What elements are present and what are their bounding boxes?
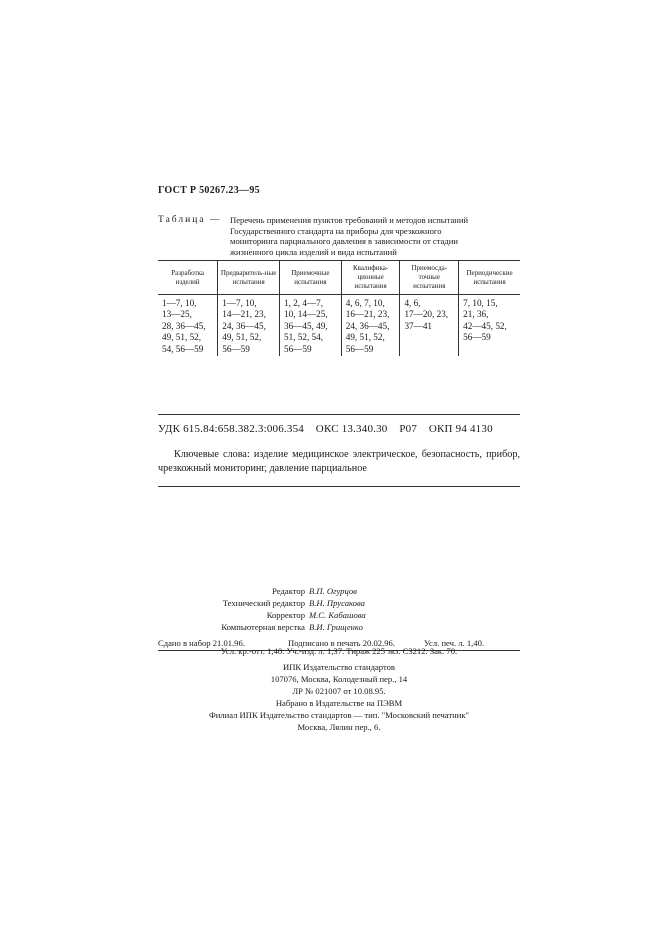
publisher-line: Филиал ИПК Издательство стандартов — тип. "Московский печатник": [208, 710, 470, 720]
cell-line: 17—20, 23,: [404, 309, 449, 320]
table-cell: [218, 295, 280, 357]
column-header: Приемосда-точные испытания: [400, 261, 459, 295]
test-applicability-table: [158, 260, 520, 356]
cell-line: 28, 36—45,: [162, 320, 206, 331]
cell-line: 1, 2, 4—7,: [283, 298, 324, 308]
table-caption-line: жизненного цикла изделий и вида испытаний: [230, 246, 397, 257]
cell-line: 24, 36—45,: [345, 320, 390, 331]
divider: [158, 414, 520, 415]
udk-code: УДК 615.84:658.382.3:006.354: [158, 423, 304, 435]
cell-line: 10, 14—25,: [283, 309, 328, 320]
cell-line: 16—21, 23,: [345, 309, 390, 320]
cell-line: 56—59: [283, 343, 312, 354]
column-header: Квалифика-ционные испытания: [341, 261, 400, 295]
document-code: ГОСТ Р 50267.23—95: [158, 185, 260, 196]
publisher-line: 107076, Москва, Колодезный пер., 14: [270, 674, 408, 684]
credit-name: В.И. Грищенко: [309, 622, 363, 632]
publisher-line: ИПК Издательство стандартов: [283, 662, 395, 672]
cell-line: 4, 6, 7, 10,: [345, 298, 385, 308]
publisher-line: Набрано в Издательстве на ПЭВМ: [275, 698, 403, 708]
oks-code: ОКС 13.340.30: [315, 423, 388, 435]
cell-line: 49, 51, 52,: [345, 332, 385, 343]
table-row: [158, 295, 520, 357]
publisher-line: Москва, Лялин пер., 6.: [297, 722, 381, 732]
cell-line: 1—7, 10,: [222, 298, 257, 308]
column-header: Приемочные испытания: [279, 261, 341, 295]
p-code: Р07: [399, 423, 418, 435]
credit-name: В.П. Огурцов: [309, 586, 357, 596]
sign-date: Подписано в печать 20.02.96.: [288, 638, 395, 648]
table-header-row: [158, 261, 520, 295]
cell-line: 49, 51, 52,: [162, 332, 202, 343]
okp-code: ОКП 94 4130: [428, 423, 493, 435]
cell-line: 56—59: [345, 343, 374, 354]
table-cell: [279, 295, 341, 357]
table-cell: [400, 295, 459, 357]
keywords: Ключевые слова: изделие медицинское электрическое, безопасность, прибор, чрезкожный мониторинг, давление парциальное: [158, 449, 520, 474]
divider: [158, 486, 520, 487]
cell-line: 13—25,: [162, 309, 192, 320]
cell-line: 49, 51, 52,: [222, 332, 262, 343]
column-header: Предваритель-ные испытания: [218, 261, 280, 295]
credit-role: Редактор: [272, 586, 305, 596]
table-cell: [158, 295, 218, 357]
table-caption: [230, 215, 530, 257]
column-header: Разработка изделий: [158, 261, 218, 295]
print-sheets: Усл. печ. л. 1,40.: [424, 638, 485, 648]
classification-codes: [158, 423, 493, 435]
cell-line: 37—41: [404, 320, 433, 331]
cell-line: 7, 10, 15,: [463, 298, 498, 308]
cell-line: 24, 36—45,: [222, 320, 266, 331]
cell-line: 4, 6,: [404, 298, 421, 308]
credit-role: Корректор: [266, 610, 305, 620]
column-header: Периодические испытания: [459, 261, 520, 295]
cell-line: 14—21, 23,: [222, 309, 266, 320]
publisher-line: ЛР № 021007 от 10.08.95.: [292, 686, 386, 696]
table-caption-label: Таблица —: [158, 215, 222, 225]
cell-line: 56—59: [463, 332, 491, 343]
cell-line: 51, 52, 54,: [283, 332, 324, 343]
table-caption-line: Государственного стандарта на приборы для чрезкожного: [230, 225, 442, 236]
cell-line: 56—59: [222, 343, 250, 354]
credit-name: В.Н. Прусакова: [309, 598, 365, 608]
print-date: Сдано в набор 21.01.96.: [158, 638, 245, 648]
cell-line: 1—7, 10,: [162, 298, 197, 308]
cell-line: 21, 36,: [463, 309, 489, 320]
cell-line: 54, 56—59: [162, 343, 204, 354]
table-caption-line: Перечень применения пунктов требований и методов испытаний: [230, 215, 469, 225]
table-cell: [459, 295, 520, 357]
table-cell: [341, 295, 400, 357]
credit-role: Компьютерная верстка: [221, 622, 305, 632]
credit-role: Технический редактор: [222, 598, 305, 608]
table-caption-line: мониторинга парциального давления в зависимости от стадии: [230, 236, 458, 247]
print-details: Усл. кр.-отт. 1,40. Уч.-изд. л. 1,37. Тираж 225 экз. С3212. Зак. 70.: [220, 646, 458, 656]
credit-name: М.С. Кабашова: [309, 610, 366, 620]
cell-line: 36—45, 49,: [283, 320, 328, 331]
cell-line: 42—45, 52,: [463, 320, 507, 331]
